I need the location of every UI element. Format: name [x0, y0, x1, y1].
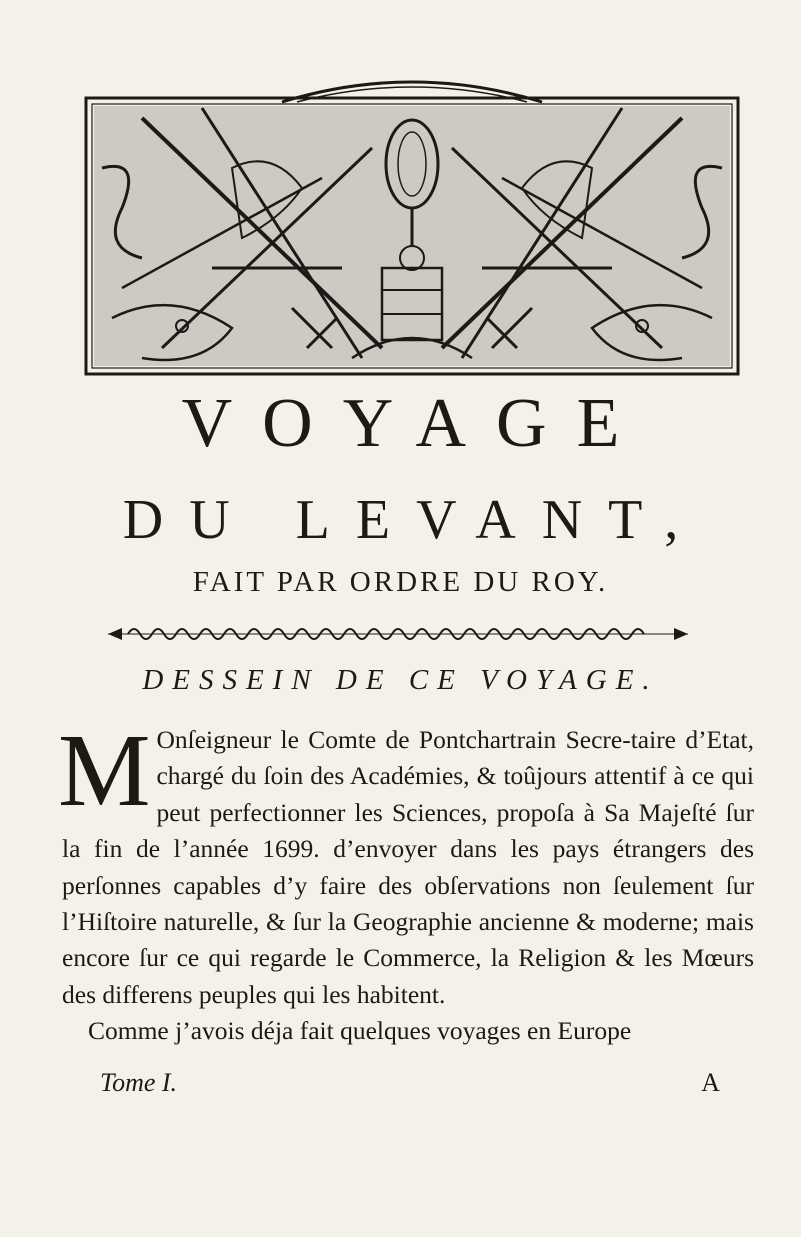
page-footer — [100, 1068, 720, 1098]
body-text — [58, 713, 754, 1050]
drop-cap: M — [58, 713, 151, 828]
paragraph-2: Comme j’avois déja fait quelques voyages en Europe — [88, 1016, 632, 1046]
title-sub: DU LEVANT, — [122, 489, 705, 551]
section-heading: DESSEIN DE CE VOYAGE. — [142, 664, 659, 696]
paragraph-1 — [58, 713, 754, 1013]
engraved-headpiece — [82, 68, 742, 380]
title-main: VOYAGE — [181, 385, 650, 462]
paragraph-1-text: Onſeigneur le Comte de Pontchartrain Secre-taire d’Etat, chargé du ſoin des Académies, & toûjours attentif à ce qui peut perfectionner les Sciences, propoſa à Sa Majeſté ſur la fin de l’année 1699. d’envoyer dans les pays étrangers des perſonnes capables d’y faire des obſervations non ſeulement ſur l’Hiſtoire naturelle, & ſur la Geographie ancienne & moderne; mais encore ſur ce qui regarde le Commerce, la Religion & les Mœurs des differens peuples qui les habitent. — [62, 725, 754, 1009]
ornamental-rule — [108, 622, 688, 646]
volume-label: Tome I. — [100, 1068, 178, 1097]
title-line: FAIT PAR ORDRE DU ROY. — [192, 566, 609, 598]
signature-mark: A — [701, 1068, 720, 1097]
